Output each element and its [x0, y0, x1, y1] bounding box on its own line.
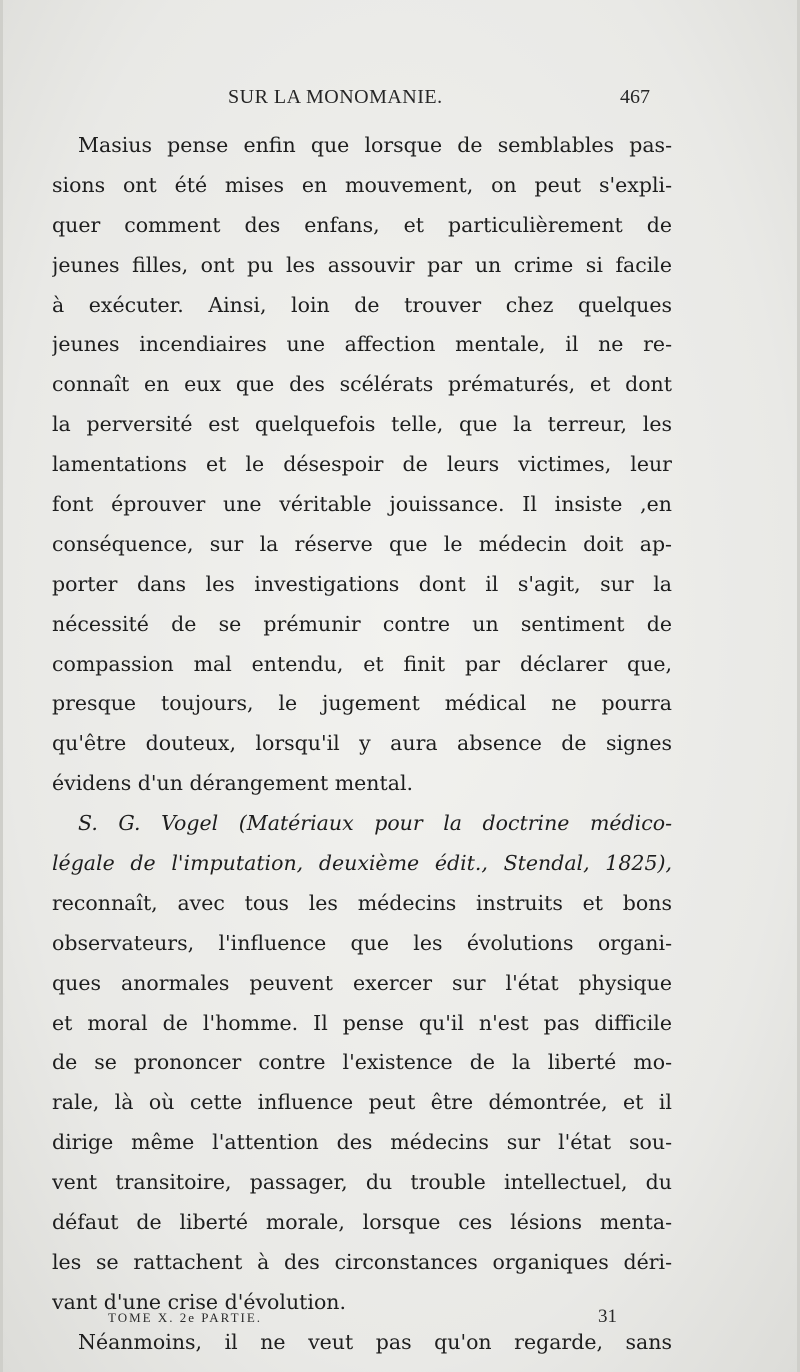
text-line: vant d'une crise d'évolution. [52, 1289, 347, 1314]
text-line: Masius pense enfin que lorsque de semblables pas- [78, 133, 672, 157]
text-line: rale, là où cette influence peut être démontrée, et il [52, 1090, 672, 1115]
page-footer [0, 1306, 800, 1336]
body-text [52, 126, 672, 1363]
text-line: nécessité de se prémunir contre un sentiment de [52, 611, 672, 636]
text-line: dirige même l'attention des médecins sur l'état sou- [52, 1130, 672, 1155]
text-line: compassion mal entendu, et finit par déclarer que, [52, 651, 672, 676]
signature-number: 31 [598, 1306, 617, 1327]
text-line: vent transitoire, passager, du trouble intellectuel, du [52, 1170, 672, 1195]
page-number: 467 [620, 86, 650, 108]
text-line: de se prononcer contre l'existence de la liberté mo- [52, 1050, 672, 1075]
text-line: observateurs, l'influence que les évolutions organi- [52, 930, 672, 955]
text-line: à exécuter. Ainsi, loin de trouver chez quelques [52, 292, 672, 317]
text-line: défaut de liberté morale, lorsque ces lésions menta- [52, 1210, 672, 1235]
text-line: légale de l'imputation, deuxième édit., Stendal, 1825), [52, 851, 672, 876]
text-line: qu'être douteux, lorsqu'il y aura absence de signes [52, 731, 672, 756]
text-line: lamentations et le désespoir de leurs victimes, leur [52, 452, 672, 477]
text-line: S. G. Vogel (Matériaux pour la doctrine médico- [78, 811, 672, 836]
text-line: évidens d'un dérangement mental. [52, 771, 414, 796]
text-line: jeunes incendiaires une affection mentale, il ne re- [52, 332, 672, 357]
text-line: sions ont été mises en mouvement, on peut s'expli- [52, 172, 672, 197]
text-line: porter dans les investigations dont il s'agit, sur la [52, 571, 672, 596]
text-line: les se rattachent à des circonstances organiques déri- [52, 1249, 672, 1274]
text-line: et moral de l'homme. Il pense qu'il n'est pas difficile [52, 1010, 672, 1035]
text-line: font éprouver une véritable jouissance. Il insiste ,en [52, 492, 672, 517]
scan-edge-left [0, 0, 3, 1372]
text-line: la perversité est quelquefois telle, que la terreur, les [52, 412, 672, 437]
text-line: ques anormales peuvent exercer sur l'état physique [52, 970, 672, 995]
text-line: jeunes filles, ont pu les assouvir par un crime si facile [52, 252, 672, 277]
text-line: conséquence, sur la réserve que le médecin doit ap- [52, 531, 672, 556]
page-header [0, 86, 800, 116]
text-line: presque toujours, le jugement médical ne pourra [52, 691, 672, 716]
signature-mark: TOME X. 2e PARTIE. [108, 1310, 263, 1325]
text-line: reconnaît, avec tous les médecins instruits et bons [52, 890, 672, 915]
text-line: connaît en eux que des scélérats prématurés, et dont [52, 372, 672, 397]
running-head: SUR LA MONOMANIE. [228, 86, 443, 108]
text-line: quer comment des enfans, et particulièrement de [52, 212, 672, 237]
text-line: Néanmoins, il ne veut pas qu'on regarde, sans [78, 1329, 672, 1354]
